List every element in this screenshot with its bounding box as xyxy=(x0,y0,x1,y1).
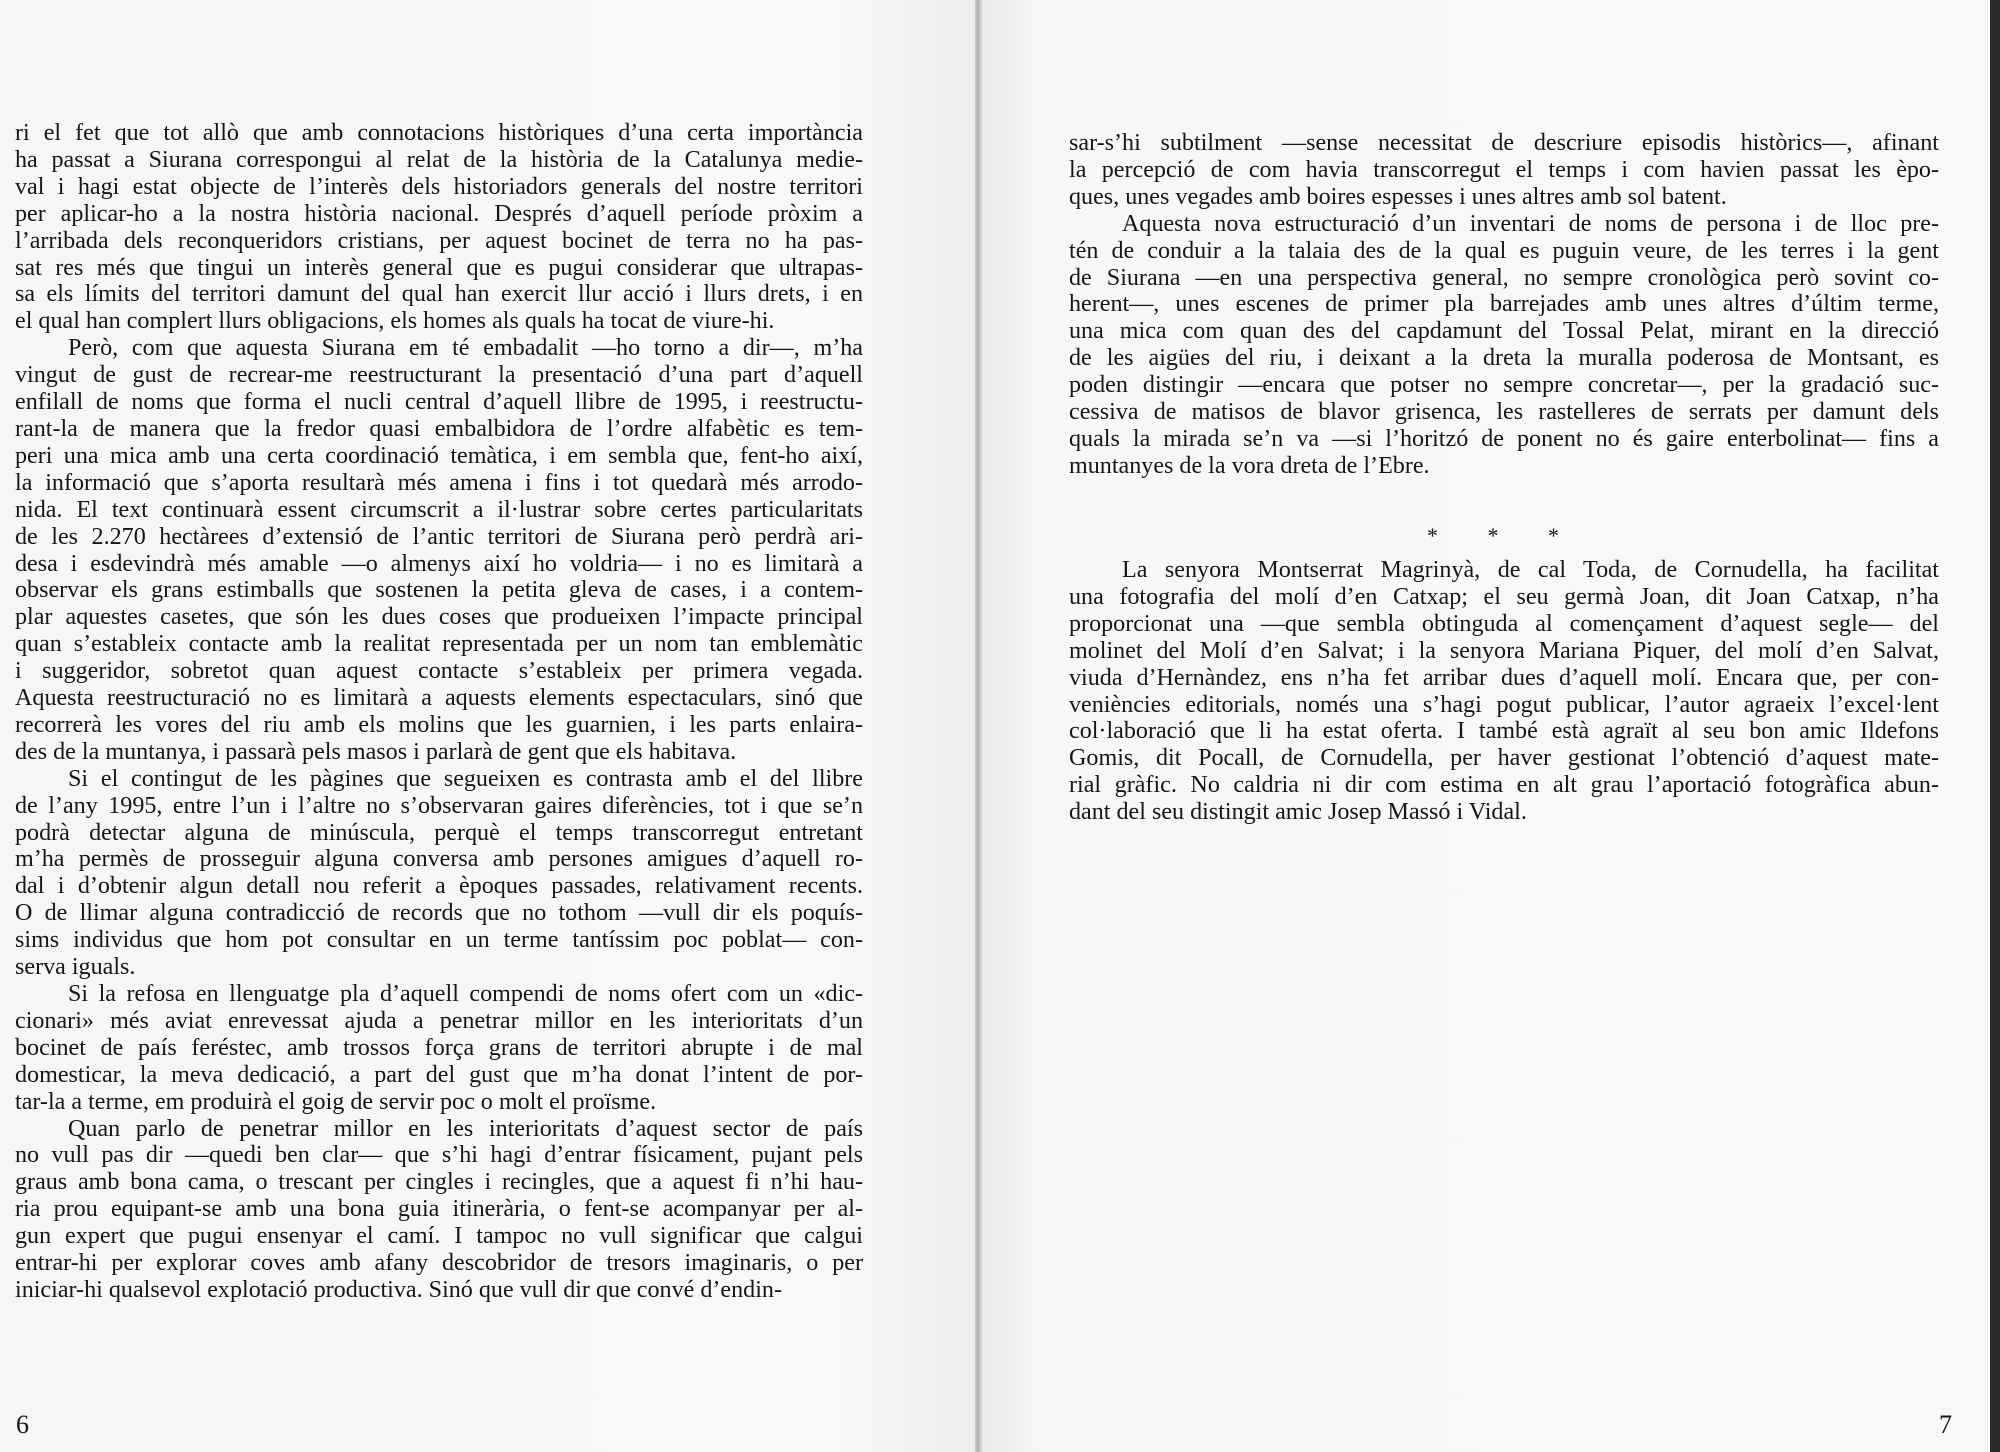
text-line: recorrerà les vores del riu amb els molins que les guarnien, i les parts enlaira- xyxy=(15,711,863,738)
text-line: Si la refosa en llenguatge pla d’aquell compendi de noms ofert com un «dic- xyxy=(68,981,863,1007)
text-line: de l’any 1995, entre l’un i l’altre no s’observaran gaires diferències, tot i que se’n xyxy=(15,792,863,819)
paragraph xyxy=(15,120,863,335)
right-page-number: 7 xyxy=(1939,1410,1952,1439)
text-line: no vull pas dir —quedi ben clar— que s’hi hagi d’entrar físicament, pujant pels xyxy=(15,1142,863,1169)
scan-edge xyxy=(1990,0,2000,1452)
text-line: viuda d’Hernàndez, ens n’ha fet arribar dues d’aquell molí. Encara que, per con- xyxy=(1069,664,1939,691)
text-line: per aplicar-ho a la nostra història nacional. Després d’aquell període pròxim a xyxy=(15,200,863,227)
text-line: plar aquestes casetes, que són les dues coses que produeixen l’impacte principal xyxy=(15,604,863,631)
text-line: rant-la de manera que la fredor quasi embalbidora de l’ordre alfabètic es tem- xyxy=(15,415,863,442)
left-page-body xyxy=(15,120,863,1304)
right-page xyxy=(982,0,2000,1452)
paragraph xyxy=(15,1116,863,1304)
text-line: l’arribada dels reconqueridors cristians, per aquest bocinet de terra no ha pas- xyxy=(15,227,863,254)
text-line: serva iguals. xyxy=(15,954,136,981)
text-line: Si el contingut de les pàgines que segueixen es contrasta amb el del llibre xyxy=(68,765,863,792)
text-line: herent—, unes escenes de primer pla barrejades amb unes altres d’últim terme, xyxy=(1069,291,1939,318)
text-line: una mica com quan des del capdamunt del Tossal Pelat, mirant en la direcció xyxy=(1069,318,1939,345)
text-line: veniències editorials, només una s’hagi pogut publicar, l’autor agraeix l’excel·lent xyxy=(1069,691,1939,718)
text-line: col·laboració que li ha estat oferta. I també està agraït al seu bon amic Ildefons xyxy=(1069,718,1939,745)
text-line: ha passat a Siurana correspongui al relat de la història de la Catalunya medie- xyxy=(15,146,863,173)
paragraph xyxy=(15,335,863,766)
text-line: una fotografia del molí d’en Catxap; el seu germà Joan, dit Joan Catxap, n’ha xyxy=(1069,583,1939,610)
text-line: observar els grans estimballs que sostenen la petita gleva de cases, i a contem- xyxy=(15,577,863,604)
text-line: de les 2.270 hectàrees d’extensió de l’antic territori de Siurana però perdrà ari- xyxy=(15,523,863,550)
text-line: de Siurana —en una perspectiva general, no sempre cronològica però sovint co- xyxy=(1069,264,1939,291)
right-page-body-bottom xyxy=(1069,557,1939,826)
text-line: sat res més que tingui un interès general que es pugui considerar que ultrapas- xyxy=(15,254,863,281)
text-line: quals la mirada se’n va —si l’horitzó de ponent no és gaire enterbolinat— fins a xyxy=(1069,425,1939,452)
text-line: gun expert que pugui ensenyar el camí. I tampoc no vull significar que calgui xyxy=(15,1223,863,1250)
text-line: dant del seu distingit amic Josep Massó i Vidal. xyxy=(1069,799,1527,826)
text-line: peri una mica amb una certa coordinació temàtica, i em sembla que, fent-ho així, xyxy=(15,442,863,469)
text-line: iniciar-hi qualsevol explotació productiva. Sinó que vull dir que convé d’endin- xyxy=(15,1276,782,1303)
text-line: la informació que s’aporta resultarà més amena i fins i tot quedarà més arrodo- xyxy=(15,469,863,496)
text-line: m’ha permès de prosseguir alguna conversa amb persones amigues d’aquell ro- xyxy=(15,846,863,873)
text-line: muntanyes de la vora dreta de l’Ebre. xyxy=(1069,452,1430,479)
text-line: entrar-hi per explorar coves amb afany descobridor de tresors imaginaris, o per xyxy=(15,1250,863,1277)
text-line: Però, com que aquesta Siurana em té embadalit —ho torno a dir—, m’ha xyxy=(68,335,863,362)
text-line: el qual han complert llurs obligacions, els homes als quals ha tocat de viure-hi. xyxy=(15,308,775,335)
paragraph xyxy=(15,766,863,981)
text-line: cionari» més aviat enrevessat ajuda a penetrar millor en les interioritats d’un xyxy=(15,1007,863,1034)
text-line: Quan parlo de penetrar millor en les interioritats d’aquest sector de país xyxy=(68,1115,863,1142)
text-line: proporcionat una —que sembla obtinguda al començament d’aquest segle— del xyxy=(1069,610,1939,637)
text-line: sa els límits del territori damunt del qual han exercit llur acció i llurs drets, i en xyxy=(15,281,863,308)
text-line: i suggeridor, sobretot quan aquest contacte s’estableix per primera vegada. xyxy=(15,658,863,685)
paragraph xyxy=(1069,211,1939,480)
text-line: des de la muntanya, i passarà pels masos i parlarà de gent que els habitava. xyxy=(15,738,737,765)
text-line: graus amb bona cama, o trescant per cingles i recingles, que a aquest fi n’hi hau- xyxy=(15,1169,863,1196)
text-line: val i hagi estat objecte de l’interès dels historiadors generals del nostre territori xyxy=(15,173,863,200)
text-line: La senyora Montserrat Magrinyà, de cal Toda, de Cornudella, ha facilitat xyxy=(1122,557,1939,583)
text-line: quan s’estableix contacte amb la realitat representada per un nom tan emblemàtic xyxy=(15,631,863,658)
text-line: molinet del Molí d’en Salvat; i la senyora Mariana Piquer, del molí d’en Salvat, xyxy=(1069,637,1939,664)
text-line: enfilall de noms que forma el nucli central d’aquell llibre de 1995, i reestructu- xyxy=(15,389,863,416)
text-line: Gomis, dit Pocall, de Cornudella, per haver gestionat l’obtenció d’aquest mate- xyxy=(1069,745,1939,772)
left-page-number: 6 xyxy=(16,1410,29,1439)
text-line: tén de conduir a la talaia des de la qual es puguin veure, de les terres i la gent xyxy=(1069,237,1939,264)
text-line: nida. El text continuarà essent circumscrit a il·lustrar sobre certes particularitats xyxy=(15,496,863,523)
text-line: Aquesta reestructuració no es limitarà a aquests elements espectaculars, sinó que xyxy=(15,685,863,712)
text-line: ques, unes vegades amb boires espesses i unes altres amb sol batent. xyxy=(1069,183,1727,210)
text-line: sar-s’hi subtilment —sense necessitat de descriure episodis històrics—, afinant xyxy=(1069,130,1939,156)
section-break-asterisks: * * * xyxy=(1427,523,1581,548)
text-line: tar-la a terme, em produirà el goig de servir poc o molt el proïsme. xyxy=(15,1088,657,1115)
text-line: ria prou equipant-se amb una bona guia itinerària, o fent-se acompanyar per al- xyxy=(15,1196,863,1223)
text-line: sims individus que hom pot consultar en un terme tantíssim poc poblat— con- xyxy=(15,927,863,954)
left-page xyxy=(0,0,975,1452)
paragraph xyxy=(1069,130,1939,211)
text-line: dal i d’obtenir algun detall nou referit a èpoques passades, relativament recents. xyxy=(15,873,863,900)
text-line: domesticar, la meva dedicació, a part del gust que m’ha donat l’intent de por- xyxy=(15,1061,863,1088)
text-line: bocinet de país feréstec, amb trossos força grans de territori abrupte i de mal xyxy=(15,1034,863,1061)
text-line: ri el fet que tot allò que amb connotacions històriques d’una certa importància xyxy=(15,120,863,146)
text-line: desa i esdevindrà més amable —o almenys així ho voldria— i no es limitarà a xyxy=(15,550,863,577)
paragraph xyxy=(15,981,863,1116)
text-line: podrà detectar alguna de minúscula, perquè el temps transcorregut entretant xyxy=(15,819,863,846)
text-line: Aquesta nova estructuració d’un inventari de noms de persona i de lloc pre- xyxy=(1122,210,1939,237)
text-line: la percepció de com havia transcorregut el temps i com havien passat les èpo- xyxy=(1069,156,1939,183)
text-line: cessiva de matisos de blavor grisenca, les rastelleres de serrats per damunt dels xyxy=(1069,399,1939,426)
text-line: O de llimar alguna contradicció de records que no tothom —vull dir els poquís- xyxy=(15,900,863,927)
right-page-body-top xyxy=(1069,130,1939,480)
text-line: de les aigües del riu, i deixant a la dreta la muralla poderosa de Montsant, es xyxy=(1069,345,1939,372)
text-line: vingut de gust de recrear-me reestructurant la presentació d’una part d’aquell xyxy=(15,362,863,389)
text-line: rial gràfic. No caldria ni dir com estima en alt grau l’aportació fotogràfica abun- xyxy=(1069,772,1939,799)
paragraph xyxy=(1069,557,1939,826)
text-line: poden distingir —encara que potser no sempre concretar—, per la gradació suc- xyxy=(1069,372,1939,399)
book-gutter xyxy=(975,0,982,1452)
